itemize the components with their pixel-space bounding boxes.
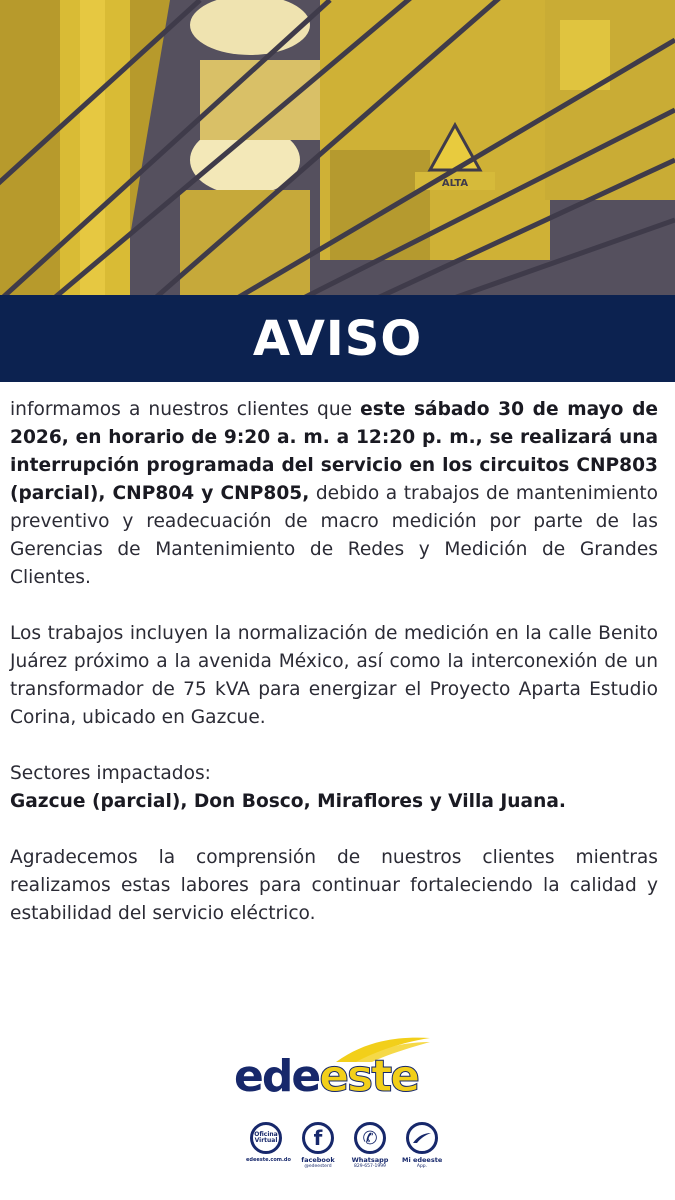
app-icon [406, 1122, 438, 1154]
sectors-value: Gazcue (parcial), Don Bosco, Miraflores y Villa Juana. [10, 791, 566, 812]
hero-photo [0, 0, 675, 295]
logo-part-este: este [319, 1051, 419, 1102]
sectors-label: Sectores impactados: [10, 763, 211, 784]
app-swoosh-icon [412, 1132, 432, 1144]
announcement-lead: informamos a nuestros clientes que [10, 399, 361, 420]
paragraph-works: Los trabajos incluyen la normalización de medición en la calle Benito Juárez próximo a la avenida México, así como la interconexión de un transformador de 75 kVA para energizar el Proyecto Aparta Estudio Corina, ubicado en Gazcue. [10, 623, 658, 728]
social-app[interactable] [402, 1122, 442, 1169]
social-sub: App. [416, 1164, 428, 1169]
sign-label: ALTA [441, 178, 469, 189]
social-whatsapp[interactable] [350, 1122, 390, 1169]
announcement-tail: debido a trabajos de mantenimiento preventivo y readecuación de macro medición por parte de las Gerencias de Mantenimiento de Redes y Medición de Grandes Clientes. [10, 483, 658, 588]
social-sub: @edeesterd [304, 1164, 332, 1169]
facebook-icon: f [302, 1122, 334, 1154]
social-sub: 829-657-1999 [354, 1164, 386, 1169]
notice-body [10, 396, 658, 928]
aviso-banner [0, 295, 675, 382]
oficina-virtual-icon: Oficina Virtual [250, 1122, 282, 1154]
logo-part-ede: ede [234, 1051, 320, 1102]
logo-wordmark [234, 1052, 418, 1102]
banner-title: AVISO [252, 310, 423, 367]
social-label: Whatsapp [351, 1156, 389, 1164]
whatsapp-icon: ✆ [354, 1122, 386, 1154]
paragraph-announcement [10, 396, 658, 592]
hero-illustration [0, 0, 675, 295]
edeeste-logo [234, 1034, 434, 1104]
social-facebook[interactable] [298, 1122, 338, 1169]
social-oficina-virtual[interactable] [246, 1122, 291, 1164]
social-label: edeeste.com.do [246, 1157, 291, 1163]
paragraph-thanks: Agradecemos la comprensión de nuestros clientes mientras realizamos estas labores para continuar fortaleciendo la calidad y estabilidad del servicio eléctrico. [10, 847, 658, 924]
social-label: Mi edeeste [402, 1156, 443, 1164]
paragraph-sectors [10, 760, 658, 816]
social-label: facebook [301, 1156, 335, 1164]
announcement-highlight: este sábado 30 de mayo de 2026, en horario de 9:20 a. m. a 12:20 p. m., se realizará una interrupción programada del servicio en los circuitos CNP803 (parcial), CNP804 y CNP805, [10, 399, 659, 504]
social-links [246, 1122, 446, 1182]
